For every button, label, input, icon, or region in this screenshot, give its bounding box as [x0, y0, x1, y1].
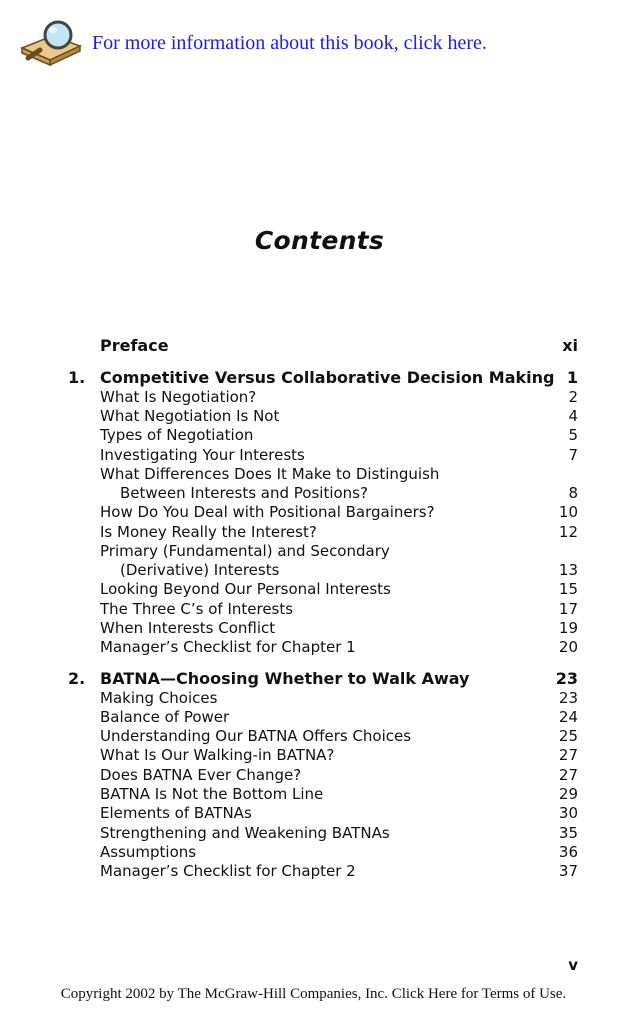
toc-entry[interactable] — [100, 843, 578, 862]
toc-entry-page: 37 — [558, 862, 578, 880]
more-info-link[interactable] — [18, 18, 487, 68]
toc-entry-text[interactable]: What Is Negotiation? — [100, 388, 257, 406]
toc-entry-text[interactable]: Is Money Really the Interest? — [100, 523, 317, 541]
toc-entry-text[interactable]: (Derivative) Interests — [120, 561, 280, 579]
toc-entry-page: 29 — [558, 785, 578, 803]
chapter-number: 2. — [68, 669, 86, 688]
toc-entry-page: 12 — [558, 523, 578, 541]
toc-entry-text[interactable]: Making Choices — [100, 689, 218, 707]
toc-entry[interactable] — [100, 484, 578, 503]
contents-title: Contents — [254, 226, 385, 255]
toc-entry[interactable] — [100, 523, 578, 542]
toc-entry[interactable] — [100, 580, 578, 599]
copyright-link[interactable]: Copyright 2002 by The McGraw-Hill Companies, Inc. Click Here for Terms of Use. — [60, 986, 567, 1002]
toc-entry[interactable] — [100, 426, 578, 445]
toc-entry-text[interactable]: Primary (Fundamental) and Secondary — [100, 542, 390, 560]
chapter-page: 23 — [555, 669, 578, 688]
toc-entry-page: 15 — [558, 580, 578, 598]
toc-entry-text[interactable]: Manager’s Checklist for Chapter 2 — [100, 862, 356, 880]
toc-entry-page: 19 — [558, 619, 578, 637]
toc-entry-text[interactable]: What Differences Does It Make to Distinguish — [100, 465, 440, 483]
toc-entry-page: 20 — [558, 638, 578, 656]
preface-page: xi — [562, 336, 578, 355]
toc-entry[interactable] — [100, 804, 578, 823]
chapter-title[interactable]: BATNA—Choosing Whether to Walk Away — [100, 669, 470, 688]
chapter-title[interactable]: Competitive Versus Collaborative Decision Making — [100, 368, 555, 387]
toc-entry[interactable] — [100, 600, 578, 619]
toc-entry-text[interactable]: Understanding Our BATNA Offers Choices — [100, 727, 412, 745]
toc-entry-text[interactable]: Types of Negotiation — [100, 426, 254, 444]
toc-entry[interactable] — [100, 465, 578, 484]
toc-entry-page: 23 — [558, 689, 578, 707]
toc-entry-page: 36 — [558, 843, 578, 861]
toc-entry[interactable] — [100, 542, 578, 561]
toc-entry[interactable] — [100, 446, 578, 465]
toc-entry-text[interactable]: How Do You Deal with Positional Bargainers? — [100, 503, 435, 521]
toc-entry-page: 5 — [568, 426, 578, 444]
toc-entry[interactable] — [100, 503, 578, 522]
toc-entry-text[interactable]: Investigating Your Interests — [100, 446, 305, 464]
preface-label[interactable]: Preface — [100, 336, 169, 355]
page-number: v — [568, 956, 578, 974]
toc-entry-text[interactable]: BATNA Is Not the Bottom Line — [100, 785, 324, 803]
toc-entry-page: 27 — [558, 766, 578, 784]
toc-entry-text[interactable]: Does BATNA Ever Change? — [100, 766, 302, 784]
toc-entry-page: 30 — [558, 804, 578, 822]
toc-entry[interactable] — [100, 638, 578, 657]
toc-entry-text[interactable]: Looking Beyond Our Personal Interests — [100, 580, 391, 598]
toc-entry[interactable] — [100, 862, 578, 881]
toc-entry[interactable] — [100, 824, 578, 843]
toc-entry-text[interactable]: Strengthening and Weakening BATNAs — [100, 824, 390, 842]
toc-entry-text[interactable]: Manager’s Checklist for Chapter 1 — [100, 638, 356, 656]
preface-row[interactable] — [100, 336, 578, 355]
toc-entry[interactable] — [100, 561, 578, 580]
toc-entry[interactable] — [100, 619, 578, 638]
toc-entry-text[interactable]: When Interests Conflict — [100, 619, 276, 637]
toc-entry[interactable] — [100, 746, 578, 765]
toc-entry-page: 10 — [558, 503, 578, 521]
toc-entry[interactable] — [100, 388, 578, 407]
toc-entry-text[interactable]: What Is Our Walking-in BATNA? — [100, 746, 335, 764]
toc-entry-text[interactable]: The Three C’s of Interests — [100, 600, 294, 618]
toc-entry-text[interactable]: Balance of Power — [100, 708, 230, 726]
toc-entry-text[interactable]: Assumptions — [100, 843, 197, 861]
chapter-page: 1 — [566, 368, 578, 387]
toc-entry-page: 2 — [568, 388, 578, 406]
toc-entry[interactable] — [100, 785, 578, 804]
toc-entry-page: 8 — [568, 484, 578, 502]
toc-entry-page: 27 — [558, 746, 578, 764]
toc-entry[interactable] — [100, 766, 578, 785]
toc-entry-page: 4 — [568, 407, 578, 425]
toc-entry-page: 35 — [558, 824, 578, 842]
toc-entry-text[interactable]: Between Interests and Positions? — [120, 484, 368, 502]
toc-entry[interactable] — [100, 689, 578, 708]
toc-entry-text[interactable]: What Negotiation Is Not — [100, 407, 280, 425]
magnifier-book-icon[interactable] — [18, 18, 84, 68]
toc-entry[interactable] — [100, 727, 578, 746]
toc-entry-page: 25 — [558, 727, 578, 745]
toc-entry[interactable] — [100, 708, 578, 727]
chapter-number: 1. — [68, 368, 86, 387]
toc-entry-page: 24 — [558, 708, 578, 726]
toc-entry-text[interactable]: Elements of BATNAs — [100, 804, 252, 822]
toc-entry[interactable] — [100, 407, 578, 426]
chapter-heading[interactable] — [68, 368, 578, 387]
toc-entry-page: 13 — [558, 561, 578, 579]
toc-entry-page: 7 — [568, 446, 578, 464]
toc-entry-page: 17 — [558, 600, 578, 618]
chapter-heading[interactable] — [68, 669, 578, 688]
more-info-link-text[interactable]: For more information about this book, click here. — [92, 32, 487, 54]
